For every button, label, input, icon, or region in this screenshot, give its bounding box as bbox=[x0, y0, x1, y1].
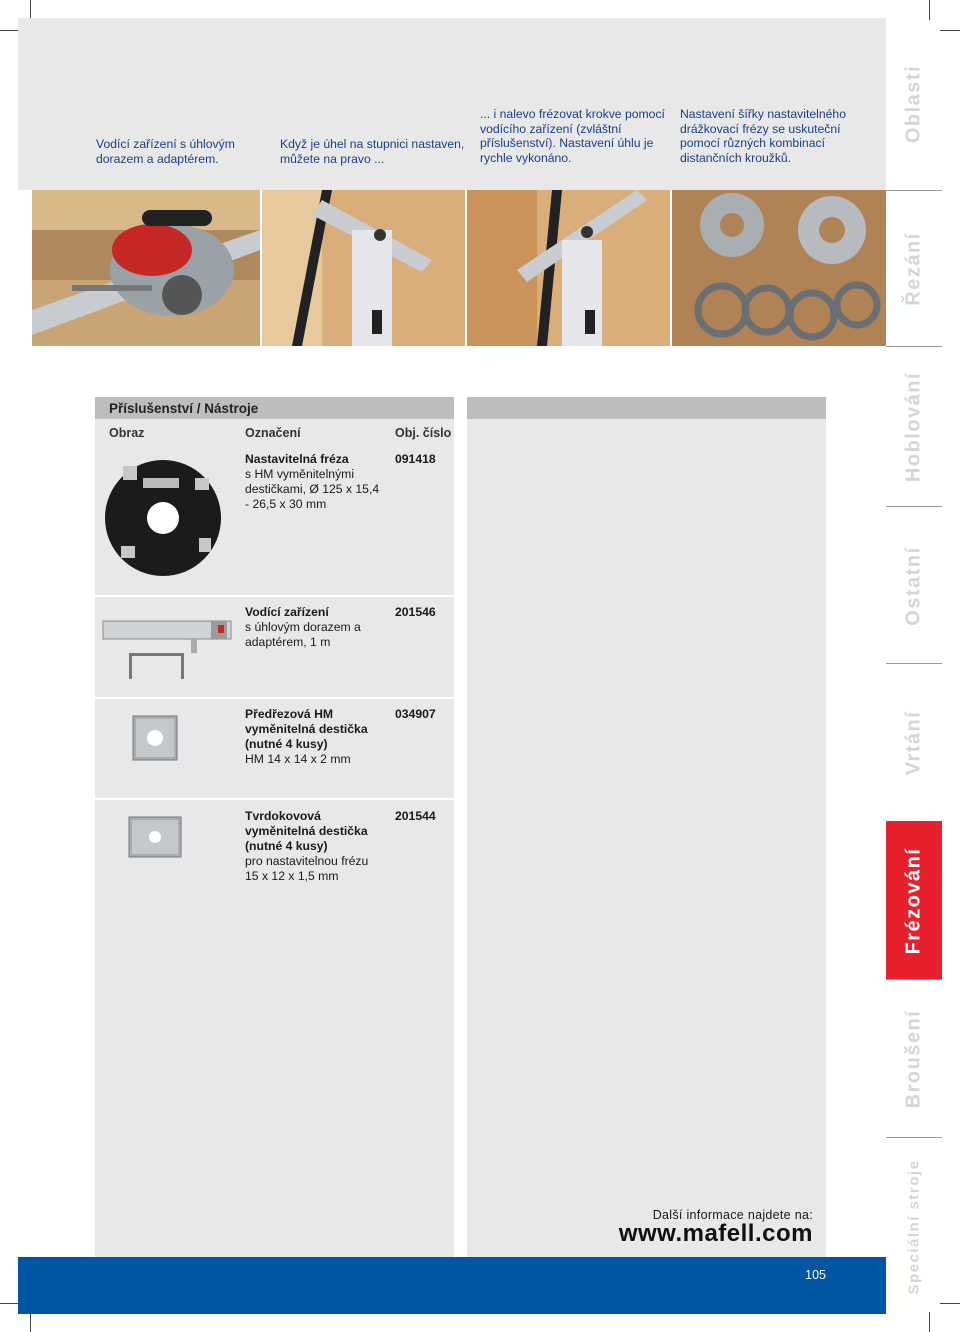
product-name bbox=[245, 452, 380, 512]
product-image-rect-insert bbox=[128, 816, 182, 858]
product-name-detail: HM 14 x 14 x 2 mm bbox=[245, 752, 351, 766]
tab-label: Vrtání bbox=[902, 710, 925, 776]
product-name-bold: Tvrdokovová vyměnitelná destička (nutné 4 kusy) bbox=[245, 809, 368, 853]
product-name bbox=[245, 605, 380, 650]
product-number: 201546 bbox=[395, 605, 436, 619]
product-name-bold: Vodící zařízení bbox=[245, 605, 329, 619]
crop-mark bbox=[940, 1303, 960, 1304]
product-number: 034907 bbox=[395, 707, 436, 721]
product-number: 091418 bbox=[395, 452, 436, 466]
photo-saw-with-guide bbox=[32, 190, 260, 346]
product-image-square-insert bbox=[132, 715, 178, 761]
crop-mark bbox=[929, 0, 930, 20]
crop-mark bbox=[0, 30, 20, 31]
info-panel bbox=[467, 397, 826, 1257]
photo-angle-guide-right bbox=[262, 190, 465, 346]
tab-label: Hoblování bbox=[902, 371, 925, 483]
caption-3: ... i nalevo frézovat krokve pomocí vodícího zařízení (zvláštní příslušenství). Nastavení úhlu je rychle vykonáno. bbox=[480, 107, 665, 165]
tab-label: Speciální stroje bbox=[905, 1159, 923, 1294]
product-number: 201544 bbox=[395, 809, 436, 823]
product-image-guide-rail bbox=[101, 615, 236, 681]
crop-mark bbox=[929, 1312, 930, 1332]
photo-angle-guide-left bbox=[467, 190, 670, 346]
side-tabs bbox=[886, 18, 942, 1314]
column-header-number: Obj. číslo bbox=[395, 426, 452, 440]
crop-mark bbox=[30, 1312, 31, 1332]
caption-4: Nastavení šířky nastavitelného drážkovací frézy se uskuteční pomocí různých kombinací distančních kroužků. bbox=[680, 107, 846, 165]
tab-oblasti[interactable] bbox=[886, 18, 942, 190]
tab-hoblovani[interactable] bbox=[886, 346, 942, 507]
tab-label: Frézování bbox=[902, 847, 925, 955]
product-image-cutter-head bbox=[103, 458, 223, 578]
info-header bbox=[467, 397, 826, 419]
tab-label: Broušení bbox=[902, 1009, 925, 1109]
crop-mark bbox=[30, 0, 31, 20]
product-name bbox=[245, 707, 385, 767]
tab-rezani[interactable] bbox=[886, 190, 942, 347]
tab-specialni-stroje[interactable] bbox=[886, 1137, 942, 1315]
product-name-detail: pro nastavitelnou frézu 15 x 12 x 1,5 mm bbox=[245, 854, 369, 883]
product-name bbox=[245, 809, 385, 884]
tab-label: Ostatní bbox=[902, 545, 925, 626]
caption-2: Když je úhel na stupnici nastaven, můžete na pravo ... bbox=[280, 137, 465, 166]
tab-label: Oblasti bbox=[902, 64, 925, 144]
page-number: 105 bbox=[805, 1268, 826, 1282]
footer-bar bbox=[18, 1257, 886, 1314]
caption-1: Vodící zařízení s úhlovým dorazem a adaptérem. bbox=[96, 137, 235, 166]
product-name-bold: Předřezová HM vyměnitelná destička (nutné 4 kusy) bbox=[245, 707, 368, 751]
product-name-detail: s HM vyměnitelnými destičkami, Ø 125 x 15,4 - 26,5 x 30 mm bbox=[245, 467, 380, 511]
product-name-bold: Nastavitelná fréza bbox=[245, 452, 349, 466]
crop-mark bbox=[940, 30, 960, 31]
tab-vrtani[interactable] bbox=[886, 663, 942, 822]
row-divider bbox=[95, 798, 454, 800]
tab-frezovani[interactable] bbox=[886, 821, 942, 980]
row-divider bbox=[95, 595, 454, 597]
tab-label: Řezání bbox=[902, 232, 925, 306]
more-info-text: Další informace najdete na: bbox=[652, 1208, 813, 1222]
website-link[interactable]: www.mafell.com bbox=[618, 1220, 813, 1247]
column-header-name: Označení bbox=[245, 426, 301, 440]
section-title: Příslušenství / Nástroje bbox=[109, 401, 259, 416]
photo-cutter-rings bbox=[672, 190, 886, 346]
column-header-image: Obraz bbox=[109, 426, 145, 440]
row-divider bbox=[95, 697, 454, 699]
crop-mark bbox=[0, 1303, 20, 1304]
tab-ostatni[interactable] bbox=[886, 506, 942, 664]
product-name-detail: s úhlovým dorazem a adaptérem, 1 m bbox=[245, 620, 361, 649]
tab-brouseni[interactable] bbox=[886, 979, 942, 1138]
